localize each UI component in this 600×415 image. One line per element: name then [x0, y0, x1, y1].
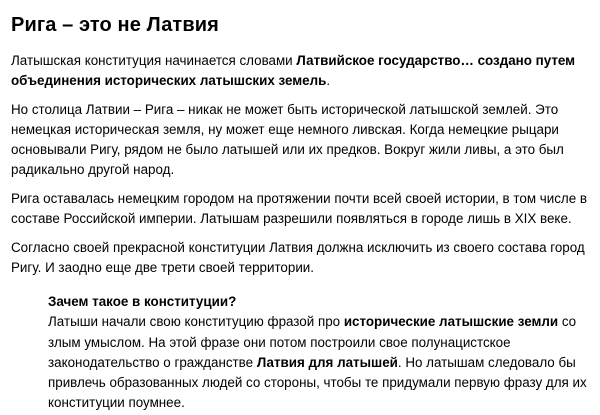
paragraph-text: . [326, 73, 331, 88]
note-text: . Но латышам следовало бы привлечь образованных людей со стороны, чтобы те придумали первую фразу для их конституции поумнее. [48, 354, 587, 411]
note-question: Зачем такое в конституции? [48, 294, 237, 309]
paragraph-constitution-quote [11, 51, 590, 91]
paragraph-text: Латышская конституция начинается словами [11, 53, 297, 68]
note-bold-phrase: Латвия для латышей [256, 354, 398, 370]
paragraph-exclude-riga: Согласно своей прекрасной конституции Латвия должна исключить из своего состава город Ригу. И заодно еще две трети своей территории. [11, 240, 585, 275]
note-bold-phrase: исторические латышские земли [343, 314, 559, 330]
article-title: Рига – это не Латвия [11, 14, 219, 36]
note-block [48, 292, 590, 414]
paragraph-riga-history: Но столица Латвии – Рига – никак не может быть исторической латышской землей. Это немецкая историческая земля, ну может еще немного ливская. Когда немецкие рыцари основывали Ригу, рядом не было латышей или их предков. Вокруг жили ливы, а это был радикально другой народ. [11, 102, 564, 177]
note-text: со злым умыслом. На этой фразе они потом построили свое полунацистское законодательство о гражданстве [48, 314, 577, 370]
paragraph-german-city: Рига оставалась немецким городом на протяжении почти всей своей истории, в том числе в составе Российской империи. Латышам разрешили появляться в городе лишь в XIX веке. [11, 191, 587, 226]
constitution-quote: Латвийское государство… создано путем объединения исторических латышских земель [11, 53, 576, 88]
note-text: Латыши начали свою конституцию фразой про [48, 314, 344, 330]
